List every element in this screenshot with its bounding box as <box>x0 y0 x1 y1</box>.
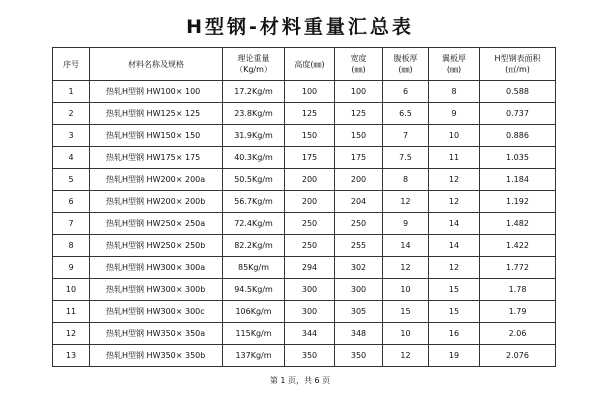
row-index-cell: 8 <box>53 235 90 257</box>
row-index-cell: 13 <box>53 345 90 367</box>
width-cell: 100 <box>335 81 383 103</box>
web-thickness-cell: 10 <box>383 323 429 345</box>
row-index-cell: 5 <box>53 169 90 191</box>
web-thickness-cell: 8 <box>383 169 429 191</box>
width-cell: 175 <box>335 147 383 169</box>
column-header: 翼板厚 (㎜) <box>429 48 480 81</box>
flange-thickness-cell: 8 <box>429 81 480 103</box>
height-cell: 100 <box>285 81 335 103</box>
column-header: 腹板厚 (㎜) <box>383 48 429 81</box>
width-cell: 204 <box>335 191 383 213</box>
height-cell: 344 <box>285 323 335 345</box>
column-header: 序号 <box>53 48 90 81</box>
theoretical-weight-cell: 17.2Kg/m <box>223 81 285 103</box>
material-name-cell: 热轧H型钢 HW350× 350a <box>90 323 223 345</box>
height-cell: 175 <box>285 147 335 169</box>
column-header: 高度(㎜) <box>285 48 335 81</box>
width-cell: 350 <box>335 345 383 367</box>
flange-thickness-cell: 10 <box>429 125 480 147</box>
surface-area-cell: 1.772 <box>480 257 556 279</box>
width-cell: 250 <box>335 213 383 235</box>
web-thickness-cell: 12 <box>383 257 429 279</box>
web-thickness-cell: 6.5 <box>383 103 429 125</box>
theoretical-weight-cell: 82.2Kg/m <box>223 235 285 257</box>
page-title: H型钢-材料重量汇总表 <box>186 16 414 38</box>
table-row <box>53 279 556 301</box>
surface-area-cell: 1.482 <box>480 213 556 235</box>
column-header: 材料名称及规格 <box>90 48 223 81</box>
theoretical-weight-cell: 40.3Kg/m <box>223 147 285 169</box>
surface-area-cell: 1.035 <box>480 147 556 169</box>
table-row <box>53 103 556 125</box>
table-row <box>53 81 556 103</box>
material-name-cell: 热轧H型钢 HW200× 200a <box>90 169 223 191</box>
table-row <box>53 345 556 367</box>
row-index-cell: 11 <box>53 301 90 323</box>
column-header: 理论重量 （Kg/m） <box>223 48 285 81</box>
width-cell: 300 <box>335 279 383 301</box>
table-row <box>53 323 556 345</box>
row-index-cell: 2 <box>53 103 90 125</box>
web-thickness-cell: 12 <box>383 191 429 213</box>
table-row <box>53 301 556 323</box>
table-body <box>53 81 556 367</box>
theoretical-weight-cell: 94.5Kg/m <box>223 279 285 301</box>
height-cell: 350 <box>285 345 335 367</box>
height-cell: 200 <box>285 191 335 213</box>
web-thickness-cell: 10 <box>383 279 429 301</box>
row-index-cell: 3 <box>53 125 90 147</box>
width-cell: 125 <box>335 103 383 125</box>
surface-area-cell: 1.79 <box>480 301 556 323</box>
row-index-cell: 6 <box>53 191 90 213</box>
table-row <box>53 125 556 147</box>
theoretical-weight-cell: 106Kg/m <box>223 301 285 323</box>
web-thickness-cell: 7 <box>383 125 429 147</box>
material-name-cell: 热轧H型钢 HW250× 250b <box>90 235 223 257</box>
flange-thickness-cell: 15 <box>429 279 480 301</box>
surface-area-cell: 0.588 <box>480 81 556 103</box>
surface-area-cell: 1.192 <box>480 191 556 213</box>
flange-thickness-cell: 12 <box>429 257 480 279</box>
theoretical-weight-cell: 50.5Kg/m <box>223 169 285 191</box>
theoretical-weight-cell: 56.7Kg/m <box>223 191 285 213</box>
height-cell: 150 <box>285 125 335 147</box>
web-thickness-cell: 9 <box>383 213 429 235</box>
material-name-cell: 热轧H型钢 HW175× 175 <box>90 147 223 169</box>
flange-thickness-cell: 14 <box>429 235 480 257</box>
row-index-cell: 10 <box>53 279 90 301</box>
table-row <box>53 213 556 235</box>
row-index-cell: 7 <box>53 213 90 235</box>
height-cell: 300 <box>285 279 335 301</box>
row-index-cell: 9 <box>53 257 90 279</box>
flange-thickness-cell: 15 <box>429 301 480 323</box>
material-name-cell: 热轧H型钢 HW300× 300b <box>90 279 223 301</box>
surface-area-cell: 0.737 <box>480 103 556 125</box>
flange-thickness-cell: 14 <box>429 213 480 235</box>
surface-area-cell: 2.076 <box>480 345 556 367</box>
material-name-cell: 热轧H型钢 HW125× 125 <box>90 103 223 125</box>
table-row <box>53 169 556 191</box>
flange-thickness-cell: 12 <box>429 169 480 191</box>
web-thickness-cell: 6 <box>383 81 429 103</box>
width-cell: 150 <box>335 125 383 147</box>
theoretical-weight-cell: 85Kg/m <box>223 257 285 279</box>
theoretical-weight-cell: 31.9Kg/m <box>223 125 285 147</box>
material-name-cell: 热轧H型钢 HW250× 250a <box>90 213 223 235</box>
surface-area-cell: 1.78 <box>480 279 556 301</box>
row-index-cell: 12 <box>53 323 90 345</box>
table-row <box>53 235 556 257</box>
web-thickness-cell: 12 <box>383 345 429 367</box>
web-thickness-cell: 7.5 <box>383 147 429 169</box>
material-name-cell: 热轧H型钢 HW300× 300a <box>90 257 223 279</box>
surface-area-cell: 1.184 <box>480 169 556 191</box>
table-header-row <box>53 48 556 81</box>
width-cell: 255 <box>335 235 383 257</box>
height-cell: 250 <box>285 213 335 235</box>
table-row <box>53 257 556 279</box>
column-header: 宽度 (㎜) <box>335 48 383 81</box>
height-cell: 294 <box>285 257 335 279</box>
theoretical-weight-cell: 115Kg/m <box>223 323 285 345</box>
flange-thickness-cell: 11 <box>429 147 480 169</box>
web-thickness-cell: 15 <box>383 301 429 323</box>
row-index-cell: 4 <box>53 147 90 169</box>
width-cell: 348 <box>335 323 383 345</box>
table-row <box>53 147 556 169</box>
height-cell: 200 <box>285 169 335 191</box>
height-cell: 300 <box>285 301 335 323</box>
flange-thickness-cell: 9 <box>429 103 480 125</box>
theoretical-weight-cell: 137Kg/m <box>223 345 285 367</box>
theoretical-weight-cell: 72.4Kg/m <box>223 213 285 235</box>
table-row <box>53 191 556 213</box>
web-thickness-cell: 14 <box>383 235 429 257</box>
theoretical-weight-cell: 23.8Kg/m <box>223 103 285 125</box>
height-cell: 125 <box>285 103 335 125</box>
flange-thickness-cell: 16 <box>429 323 480 345</box>
material-name-cell: 热轧H型钢 HW150× 150 <box>90 125 223 147</box>
surface-area-cell: 1.422 <box>480 235 556 257</box>
surface-area-cell: 0.886 <box>480 125 556 147</box>
material-name-cell: 热轧H型钢 HW200× 200b <box>90 191 223 213</box>
width-cell: 302 <box>335 257 383 279</box>
steel-weight-table <box>52 47 556 367</box>
column-header: H型钢表面积 (㎡/m) <box>480 48 556 81</box>
height-cell: 250 <box>285 235 335 257</box>
material-name-cell: 热轧H型钢 HW100× 100 <box>90 81 223 103</box>
surface-area-cell: 2.06 <box>480 323 556 345</box>
material-name-cell: 热轧H型钢 HW350× 350b <box>90 345 223 367</box>
width-cell: 305 <box>335 301 383 323</box>
row-index-cell: 1 <box>53 81 90 103</box>
page-footer: 第 1 页，共 6 页 <box>269 376 331 385</box>
width-cell: 200 <box>335 169 383 191</box>
flange-thickness-cell: 19 <box>429 345 480 367</box>
flange-thickness-cell: 12 <box>429 191 480 213</box>
material-name-cell: 热轧H型钢 HW300× 300c <box>90 301 223 323</box>
